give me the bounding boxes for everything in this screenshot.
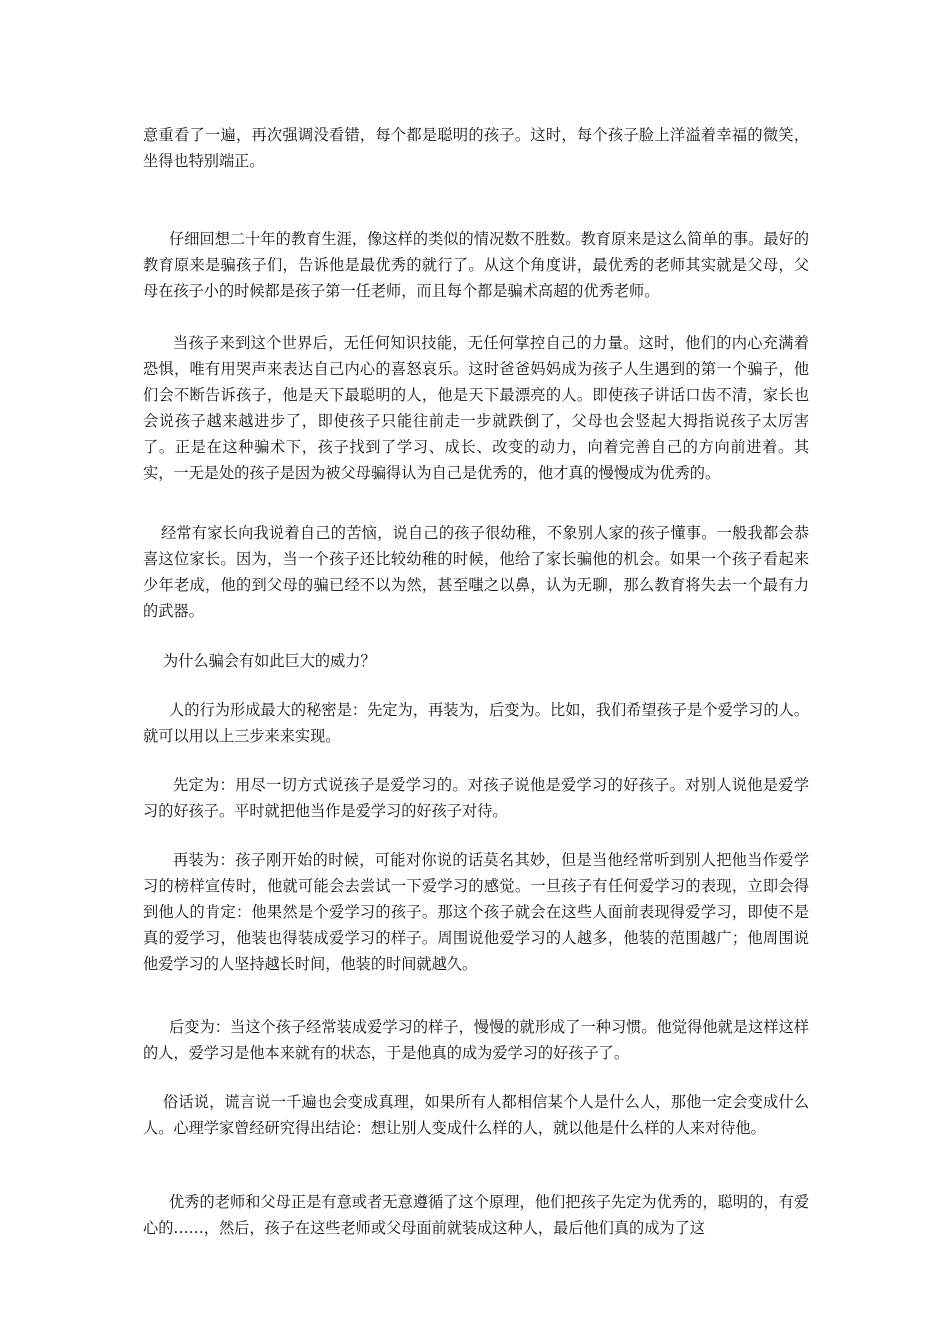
paragraph-7: 先定为：用尽一切方式说孩子是爱学习的。对孩子说他是爱学习的好孩子。对别人说他是爱学习的好孩子。平时就把他当作是爱学习的好孩子对待。 [143,776,809,820]
paragraph-10: 俗话说，谎言说一千遍也会变成真理，如果所有人都相信某个人是什么人，那他一定会变成什么人。心理学家曾经研究得出结论：想让别人变成什么样的人，就以他是什么样的人来对待他。 [143,1093,809,1137]
paragraph-9: 后变为：当这个孩子经常装成爱学习的样子，慢慢的就形成了一种习惯。他觉得他就是这样这样的人，爱学习是他本来就有的状态，于是他真的成为爱学习的好孩子了。 [143,1018,809,1062]
paragraph-6: 人的行为形成最大的秘密是：先定为，再装为，后变为。比如，我们希望孩子是个爱学习的人。就可以用以上三步来来实现。 [143,701,809,745]
paragraph-11: 优秀的老师和父母正是有意或者无意遵循了这个原理，他们把孩子先定为优秀的，聪明的，有爱心的……，然后，孩子在这些老师或父母面前就装成这种人，最后他们真的成为了这 [143,1193,809,1237]
paragraph-1: 意重看了一遍，再次强调没看错，每个都是聪明的孩子。这时，每个孩子脸上洋溢着幸福的微笑，坐得也特别端正。 [143,126,809,170]
paragraph-5: 为什么骗会有如此巨大的威力？ [163,652,376,670]
paragraph-2: 仔细回想二十年的教育生涯，像这样的类似的情况数不胜数。教育原来是这么简单的事。最好的教育原来是骗孩子们，告诉他是最优秀的就行了。从这个角度讲，最优秀的老师其实就是父母，父母在孩子小的时候都是孩子第一任老师，而且每个都是骗术高超的优秀老师。 [143,230,809,300]
paragraph-4: 经常有家长向我说着自己的苦恼，说自己的孩子很幼稚，不象别人家的孩子懂事。一般我都会恭喜这位家长。因为，当一个孩子还比较幼稚的时候，他给了家长骗他的机会。如果一个孩子看起来少年老成，他的到父母的骗已经不以为然，甚至嗤之以鼻，认为无聊，那么教育将失去一个最有力的武器。 [143,524,809,620]
paragraph-8: 再装为：孩子刚开始的时候，可能对你说的话莫名其妙，但是当他经常听到别人把他当作爱学习的榜样宣传时，他就可能会去尝试一下爱学习的感觉。一旦孩子有任何爱学习的表现，立即会得到他人的肯定：他果然是个爱学习的孩子。那这个孩子就会在这些人面前表现得爱学习，即使不是真的爱学习，他装也得装成爱学习的样子。周围说他爱学习的人越多，他装的范围越广；他周围说他爱学习的人坚持越长时间，他装的时间就越久。 [143,851,809,973]
paragraph-3: 当孩子来到这个世界后，无任何知识技能，无任何掌控自己的力量。这时，他们的内心充满着恐惧，唯有用哭声来表达自己内心的喜怒哀乐。这时爸爸妈妈成为孩子人生遇到的第一个骗子，他们会不断告诉孩子，他是天下最聪明的人，他是天下最漂亮的人。即使孩子讲话口齿不清，家长也会说孩子越来越进步了，即使孩子只能往前走一步就跌倒了，父母也会竖起大拇指说孩子太厉害了。正是在这种骗术下，孩子找到了学习、成长、改变的动力，向着完善自己的方向前进着。其实，一无是处的孩子是因为被父母骗得认为自己是优秀的，他才真的慢慢成为优秀的。 [143,334,809,482]
